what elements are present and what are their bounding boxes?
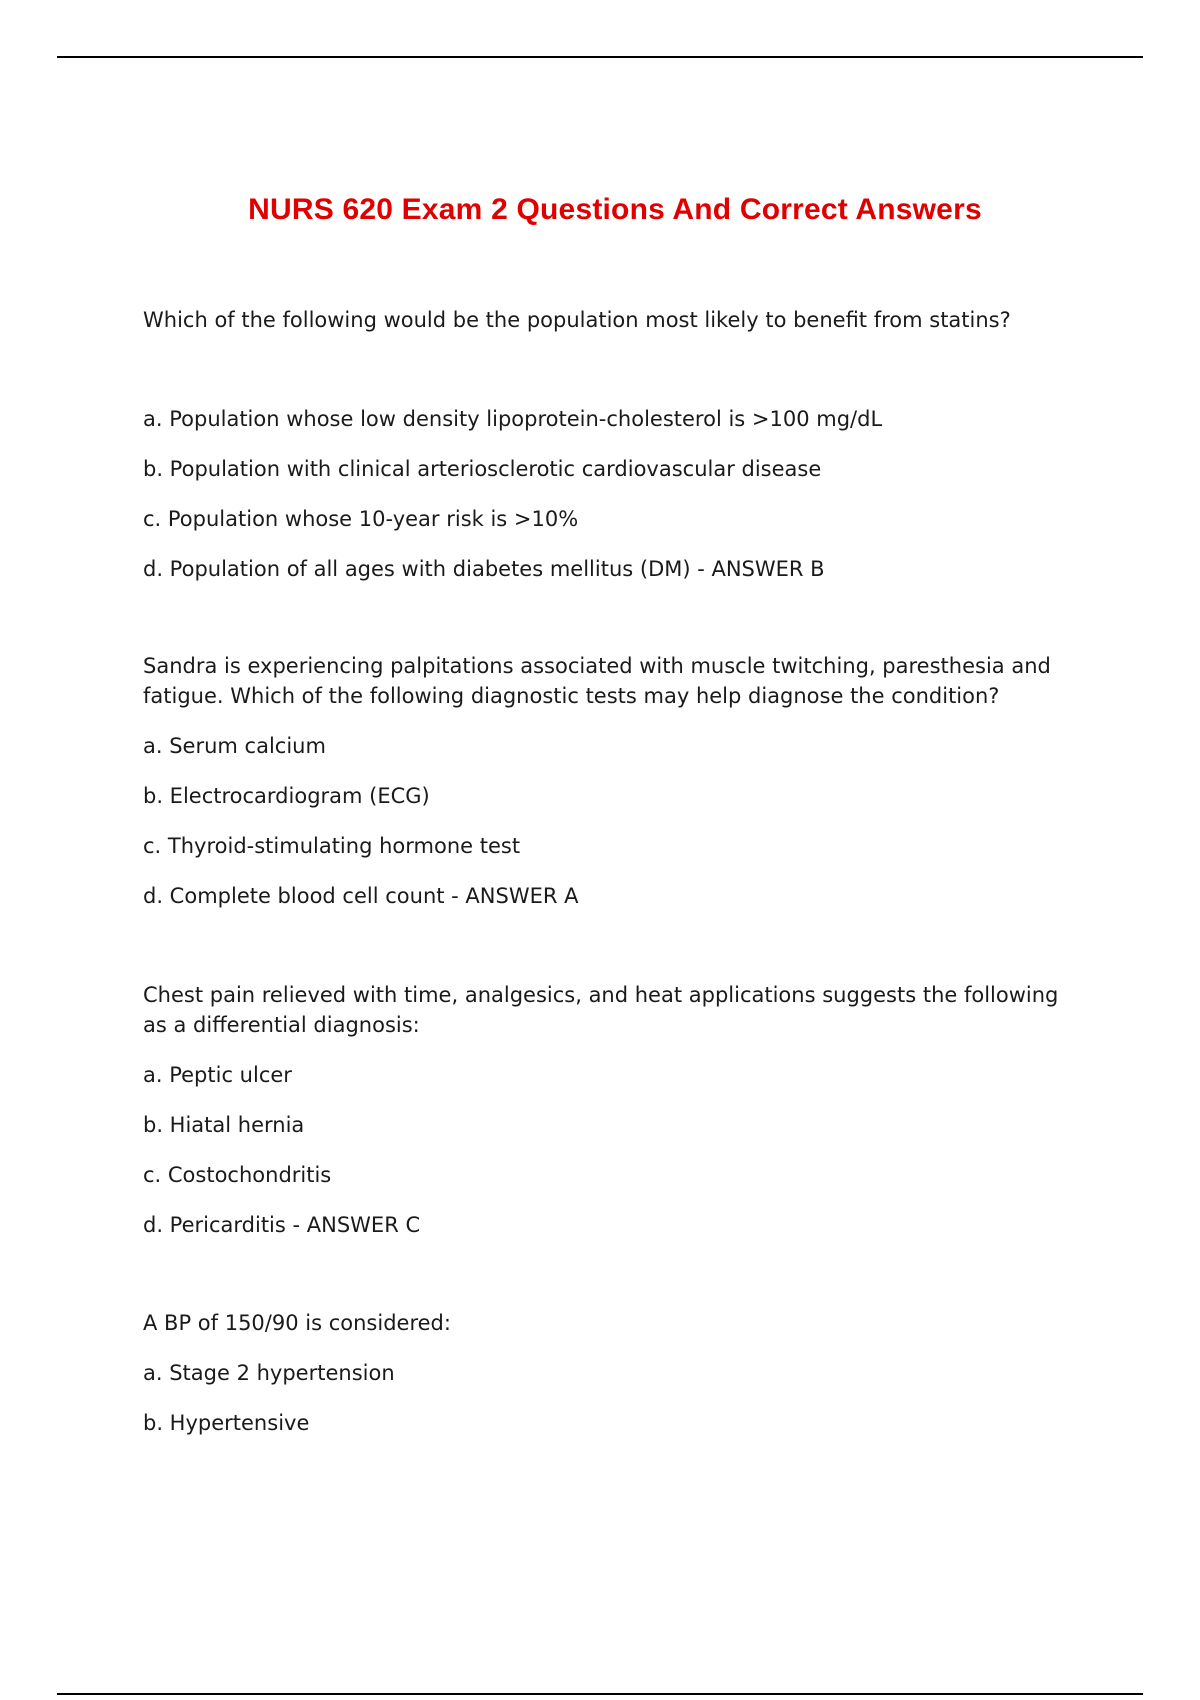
question-4-option-b: b. Hypertensive <box>143 1411 310 1435</box>
question-2-option-c: c. Thyroid-stimulating hormone test <box>143 834 521 858</box>
question-3-option-c: c. Costochondritis <box>143 1163 332 1187</box>
question-2-option-b: b. Electrocardiogram (ECG) <box>143 784 430 808</box>
bottom-divider <box>57 1693 1143 1695</box>
question-4-stem: A BP of 150/90 is considered: <box>143 1311 451 1335</box>
question-3-option-a: a. Peptic ulcer <box>143 1063 292 1087</box>
top-divider <box>57 56 1143 58</box>
question-1-option-c: c. Population whose 10-year risk is >10% <box>143 507 579 531</box>
question-1 <box>143 305 1083 584</box>
question-3-option-b: b. Hiatal hernia <box>143 1113 305 1137</box>
question-list <box>143 305 1083 1506</box>
question-3-stem: Chest pain relieved with time, analgesics, and heat applications suggests the following as a differential diagnosis: <box>143 983 1059 1037</box>
question-4 <box>143 1308 1083 1438</box>
question-2 <box>143 651 1083 911</box>
document-title: NURS 620 Exam 2 Questions And Correct Answers <box>248 193 982 226</box>
question-2-option-d: d. Complete blood cell count - ANSWER A <box>143 884 579 908</box>
question-1-stem: Which of the following would be the population most likely to benefit from statins? <box>143 308 1011 332</box>
question-2-stem: Sandra is experiencing palpitations associated with muscle twitching, paresthesia and fatigue. Which of the following diagnostic tests may help diagnose the condition? <box>143 654 1051 708</box>
question-2-option-a: a. Serum calcium <box>143 734 326 758</box>
question-1-option-b: b. Population with clinical arteriosclerotic cardiovascular disease <box>143 457 822 481</box>
question-1-option-d: d. Population of all ages with diabetes mellitus (DM) - ANSWER B <box>143 557 825 581</box>
question-4-option-a: a. Stage 2 hypertension <box>143 1361 395 1385</box>
question-1-option-a: a. Population whose low density lipoprotein-cholesterol is >100 mg/dL <box>143 407 883 431</box>
question-3 <box>143 980 1083 1240</box>
question-3-option-d: d. Pericarditis - ANSWER C <box>143 1213 421 1237</box>
